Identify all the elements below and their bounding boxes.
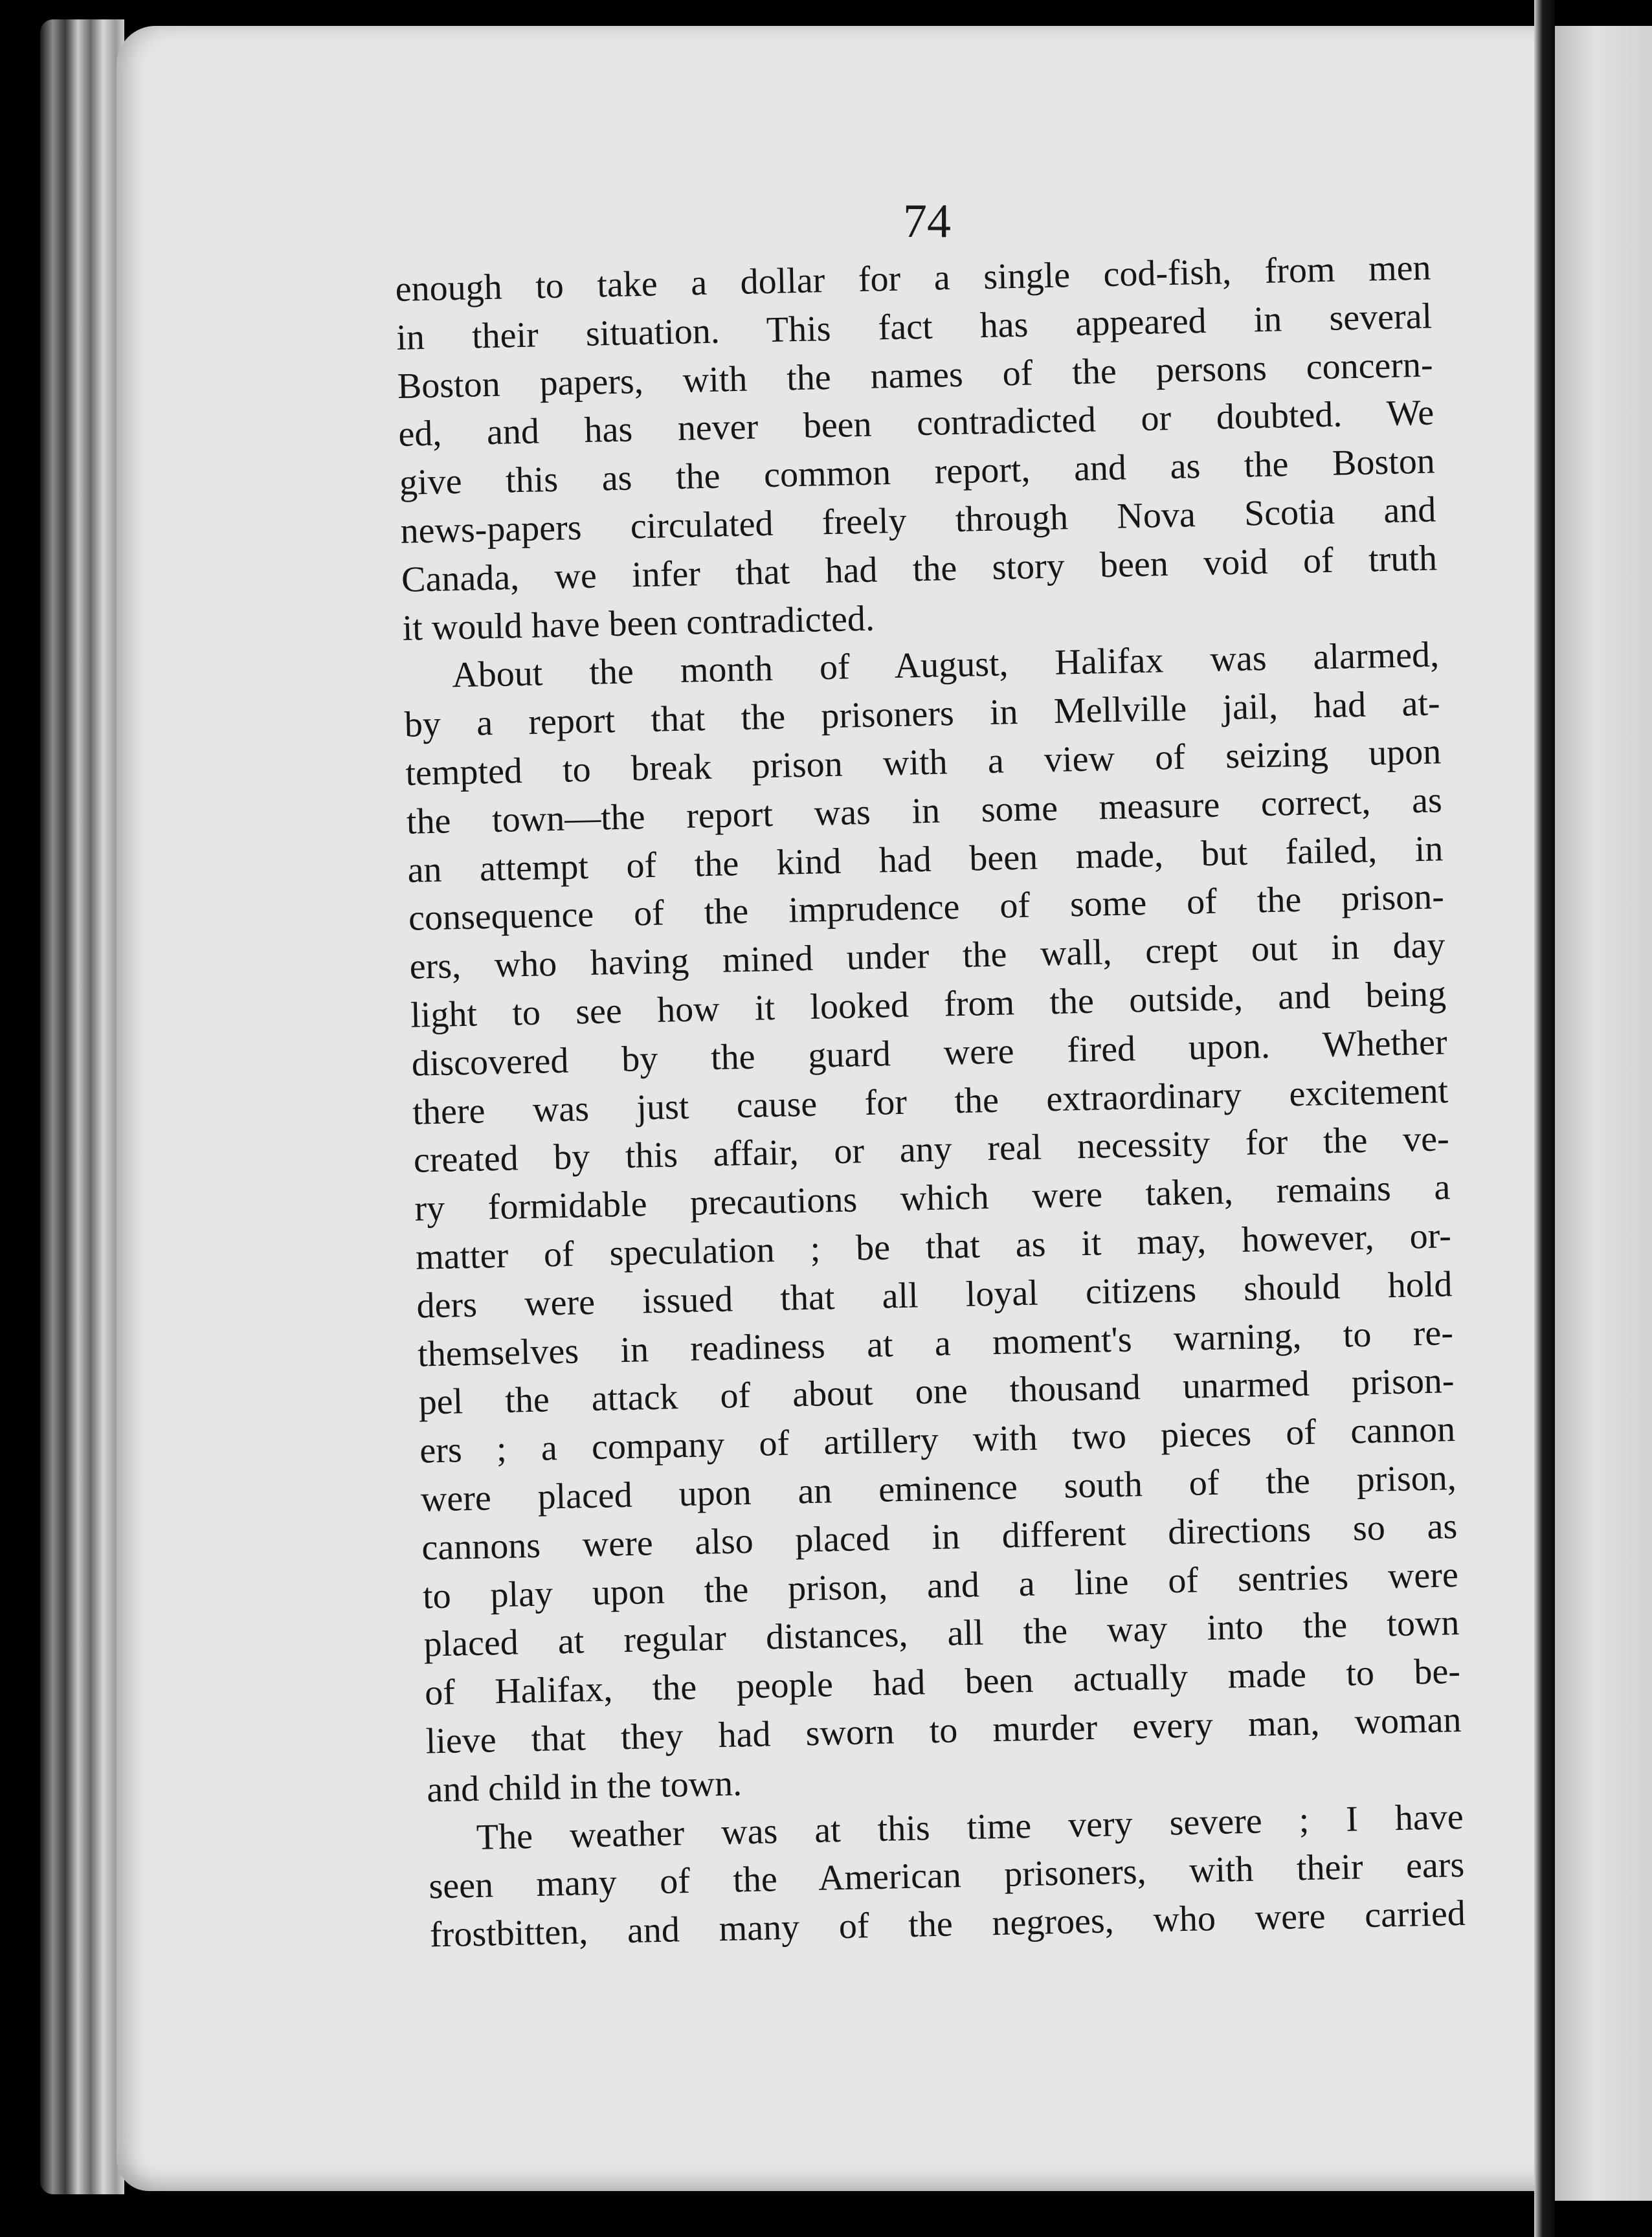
text-line: give this as the common report, and as the Boston xyxy=(399,441,1436,504)
body-text xyxy=(395,243,1466,1959)
page-number: 74 xyxy=(903,195,951,248)
text-line: frostbitten, and many of the negroes, who were carried xyxy=(429,1893,1466,1955)
text-line: Boston papers, with the names of the persons concern- xyxy=(397,344,1434,406)
text-line: lieve that they had sworn to murder every man, woman xyxy=(425,1699,1462,1762)
text-line: there was just cause for the extraordinary excitement xyxy=(412,1070,1449,1133)
text-line: themselves in readiness at a moment's warning, to re- xyxy=(417,1312,1454,1375)
text-line: the town—the report was in some measure correct, as xyxy=(406,780,1443,842)
text-line: enough to take a dollar for a single cod-fish, from men xyxy=(395,247,1432,309)
text-line: cannons were also placed in different directions so as xyxy=(421,1506,1458,1568)
text-line: Canada, we infer that had the story been void of truth xyxy=(401,538,1438,600)
text-line: ed, and has never been contradicted or doubted. We xyxy=(397,392,1434,455)
text-line: and child in the town. xyxy=(426,1763,742,1810)
text-line: an attempt of the kind had been made, but failed, in xyxy=(407,828,1444,891)
text-line: of Halifax, the people had been actually made to be- xyxy=(424,1651,1461,1713)
text-line: matter of speculation ; be that as it may, however, or- xyxy=(415,1216,1452,1278)
text-line: ers ; a company of artillery with two pieces of cannon xyxy=(419,1409,1456,1471)
page-edges xyxy=(40,19,124,2194)
book-gutter xyxy=(1534,0,1555,2237)
text-line: created by this affair, or any real necessity for the ve- xyxy=(413,1118,1450,1181)
text-line: by a report that the prisoners in Mellville jail, had at- xyxy=(404,683,1441,746)
text-line: pel the attack of about one thousand unarmed prison- xyxy=(418,1361,1455,1423)
text-line: ers, who having mined under the wall, crept out in day xyxy=(409,925,1446,987)
text-line: news-papers circulated freely through Nova Scotia and xyxy=(399,489,1436,551)
text-line: tempted to break prison with a view of seizing upon xyxy=(405,731,1442,794)
text-line: in their situation. This fact has appeared in several xyxy=(396,296,1433,358)
text-line: consequence of the imprudence of some of the prison- xyxy=(408,876,1445,939)
text-line: seen many of the American prisoners, with their ears xyxy=(428,1845,1465,1907)
text-line: it would have been contradicted. xyxy=(402,598,875,649)
next-page-edge xyxy=(1555,26,1652,2201)
text-line: light to see how it looked from the outside, and being xyxy=(410,974,1447,1036)
text-line: to play upon the prison, and a line of sentries were xyxy=(422,1554,1459,1617)
text-line: discovered by the guard were fired upon. Whether xyxy=(411,1021,1448,1084)
text-line: placed at regular distances, all the way into the town xyxy=(423,1603,1460,1665)
text-line: The weather was at this time very severe ; I have xyxy=(476,1796,1464,1858)
text-line: About the month of August, Halifax was alarmed, xyxy=(451,634,1440,696)
text-line: were placed upon an eminence south of the prison, xyxy=(420,1458,1457,1520)
text-line: ders were issued that all loyal citizens should hold xyxy=(416,1263,1453,1326)
text-line: ry formidable precautions which were taken, remains a xyxy=(414,1167,1451,1229)
